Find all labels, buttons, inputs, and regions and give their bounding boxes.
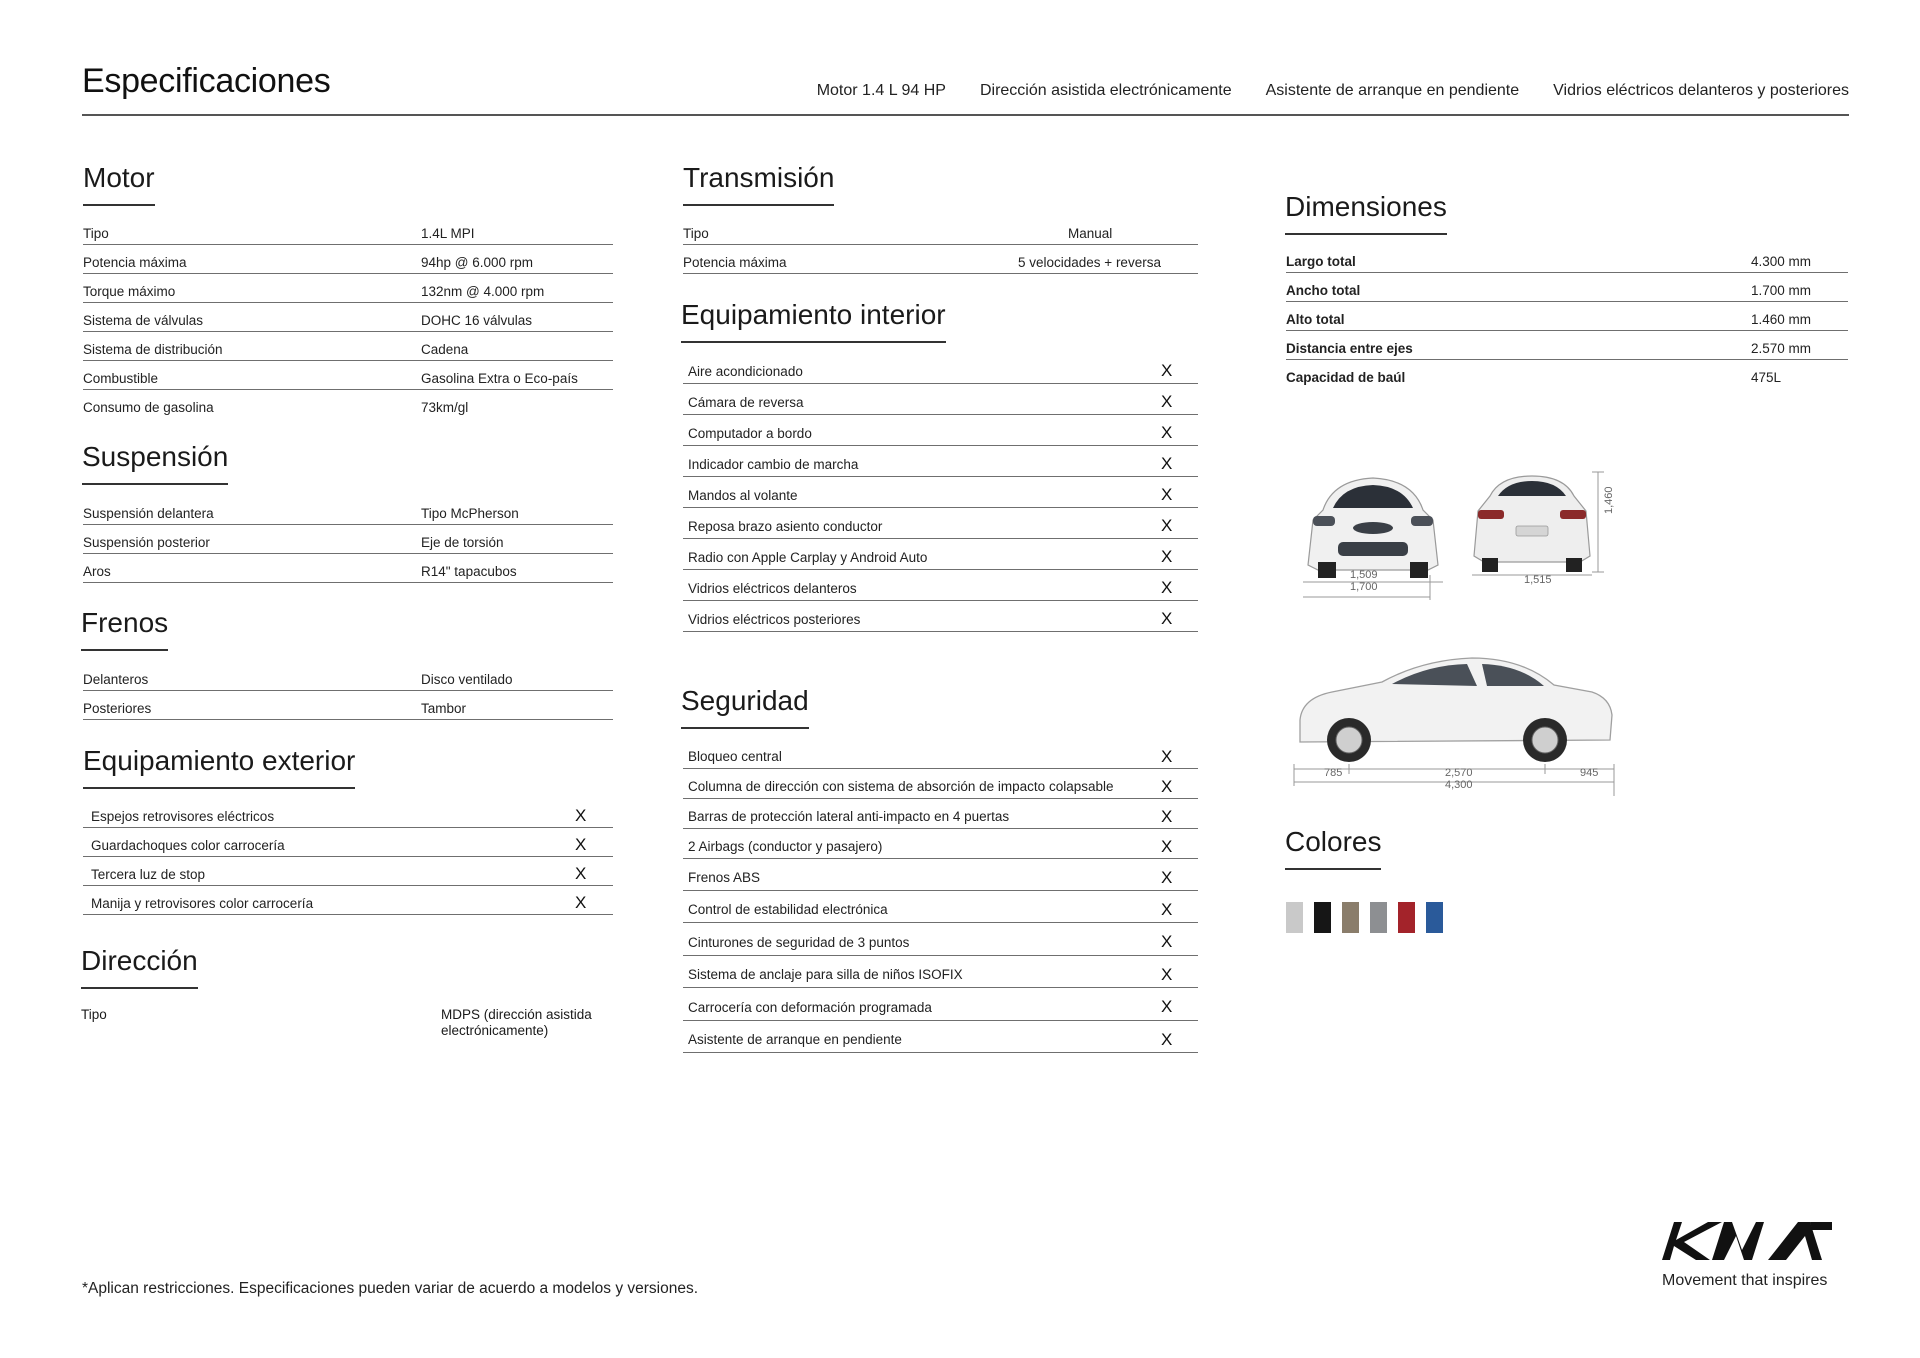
feature-label: Cinturones de seguridad de 3 puntos	[688, 934, 910, 950]
included-mark: X	[1161, 776, 1173, 796]
header-feature-list	[817, 82, 1849, 100]
table-row	[1286, 273, 1848, 302]
seguridad-title: Seguridad	[681, 685, 809, 729]
header-divider	[82, 114, 1849, 116]
brand-tagline: Movement that inspires	[1662, 1272, 1828, 1289]
spec-label: Posteriores	[83, 700, 152, 716]
table-row	[683, 1021, 1198, 1053]
included-mark: X	[1161, 932, 1173, 951]
table-row	[683, 988, 1198, 1021]
length-labels	[1445, 767, 1473, 791]
transmision-table	[683, 216, 1198, 274]
table-row	[1286, 302, 1848, 331]
included-mark: X	[1161, 1029, 1173, 1049]
included-mark: X	[1161, 485, 1173, 504]
table-row	[683, 739, 1198, 769]
included-mark: X	[1161, 899, 1173, 919]
spec-label: Tipo	[683, 225, 709, 241]
included-mark: X	[575, 864, 587, 883]
table-row	[683, 353, 1198, 384]
table-row	[83, 691, 613, 720]
table-row	[683, 539, 1198, 570]
spec-label: Suspensión posterior	[83, 534, 210, 550]
included-mark: X	[1161, 964, 1173, 984]
spec-value: Tambor	[421, 700, 467, 716]
front-track-label: 1,509	[1350, 569, 1378, 581]
table-row	[83, 857, 613, 886]
kia-logo	[1660, 1218, 1835, 1264]
table-row	[83, 554, 613, 583]
included-mark: X	[1161, 361, 1173, 380]
table-row	[83, 390, 613, 419]
spec-label: Combustible	[83, 370, 159, 386]
spec-value: 5 velocidades + reversa	[1018, 254, 1161, 270]
dimensiones-table	[1286, 244, 1848, 389]
table-row	[683, 799, 1198, 829]
table-row	[83, 303, 613, 332]
color-swatch[interactable]	[1398, 902, 1415, 933]
interior-table	[683, 353, 1198, 632]
header-feature: Dirección asistida electrónicamente	[979, 82, 1232, 99]
spec-value: 1.700 mm	[1751, 282, 1812, 298]
wheelbase-label: 2,570	[1445, 767, 1473, 779]
feature-label: Vidrios eléctricos delanteros	[688, 580, 857, 596]
spec-value	[441, 1007, 592, 1039]
included-mark: X	[1161, 609, 1173, 628]
spec-label: Sistema de válvulas	[83, 312, 204, 328]
spec-value-line: MDPS (dirección asistida	[441, 1007, 592, 1022]
table-row	[83, 662, 613, 691]
spec-label: Alto total	[1286, 311, 1345, 327]
feature-label: Manija y retrovisores color carrocería	[91, 895, 314, 911]
included-mark: X	[1161, 997, 1173, 1016]
table-row	[683, 216, 1198, 245]
spec-label: Suspensión delantera	[83, 505, 214, 521]
included-mark: X	[575, 806, 587, 825]
spec-value: Cadena	[421, 341, 469, 357]
table-row	[83, 828, 613, 857]
table-row	[683, 829, 1198, 859]
included-mark: X	[1161, 547, 1173, 566]
header-feature: Asistente de arranque en pendiente	[1265, 82, 1520, 99]
spec-label: Tipo	[81, 1007, 107, 1022]
table-row	[683, 570, 1198, 601]
table-row	[83, 886, 613, 915]
feature-label: Control de estabilidad electrónica	[688, 902, 888, 917]
included-mark: X	[1161, 392, 1173, 411]
seguridad-table	[683, 739, 1198, 1053]
direccion-title: Dirección	[81, 945, 198, 989]
color-swatch[interactable]	[1342, 902, 1359, 933]
interior-title: Equipamiento interior	[681, 299, 946, 343]
table-row	[1286, 331, 1848, 360]
table-row	[683, 446, 1198, 477]
exterior-title: Equipamiento exterior	[83, 745, 355, 789]
spec-value: Disco ventilado	[421, 671, 513, 687]
spec-value: 94hp @ 6.000 rpm	[421, 254, 534, 270]
feature-label: Reposa brazo asiento conductor	[688, 518, 883, 534]
color-swatch[interactable]	[1286, 902, 1303, 933]
frenos-title: Frenos	[81, 607, 168, 651]
spec-label: Torque máximo	[83, 283, 176, 299]
colores-title: Colores	[1285, 826, 1381, 870]
spec-value: 2.570 mm	[1751, 340, 1812, 356]
feature-label: Indicador cambio de marcha	[688, 456, 859, 472]
table-row	[1286, 360, 1848, 389]
included-mark: X	[1161, 806, 1173, 826]
spec-value: 1.460 mm	[1751, 311, 1812, 327]
included-mark: X	[575, 835, 587, 854]
feature-label: Aire acondicionado	[688, 363, 803, 379]
table-row	[683, 384, 1198, 415]
spec-label: Largo total	[1286, 253, 1356, 269]
color-swatch[interactable]	[1426, 902, 1443, 933]
table-row	[683, 601, 1198, 632]
table-row	[83, 496, 613, 525]
overall-length-label: 4,300	[1445, 779, 1473, 791]
feature-label: Carrocería con deformación programada	[688, 999, 932, 1015]
header-feature: Motor 1.4 L 94 HP	[816, 82, 946, 99]
dimensiones-title: Dimensiones	[1285, 191, 1447, 235]
feature-label: Radio con Apple Carplay y Android Auto	[688, 549, 928, 565]
spec-value: 73km/gl	[421, 400, 469, 415]
color-swatch-list	[1286, 902, 1454, 933]
height-label: 1,460	[1603, 486, 1615, 514]
spec-label: Consumo de gasolina	[83, 400, 214, 415]
feature-label: Barras de protección lateral anti-impacto en 4 puertas	[688, 809, 1010, 824]
spec-label: Potencia máxima	[683, 254, 787, 270]
spec-value: Eje de torsión	[421, 534, 504, 550]
spec-value: Gasolina Extra o Eco-país	[421, 370, 578, 386]
front-overhang-label: 785	[1324, 767, 1343, 779]
feature-label: Columna de dirección con sistema de absorción de impacto colapsable	[688, 779, 1114, 794]
feature-label: Bloqueo central	[688, 749, 782, 764]
spec-label: Delanteros	[83, 671, 149, 687]
front-width-label: 1,700	[1350, 581, 1378, 593]
exterior-table	[83, 799, 613, 915]
color-swatch[interactable]	[1314, 902, 1331, 933]
suspension-table	[83, 496, 613, 583]
spec-value: R14" tapacubos	[421, 563, 517, 579]
footnote: *Aplican restricciones. Especificaciones pueden variar de acuerdo a modelos y versiones.	[82, 1280, 699, 1297]
feature-label: Sistema de anclaje para silla de niños ISOFIX	[688, 967, 963, 982]
table-row	[683, 415, 1198, 446]
included-mark: X	[1161, 836, 1173, 856]
rear-overhang-label: 945	[1580, 767, 1599, 779]
spec-value: DOHC 16 válvulas	[421, 312, 533, 328]
table-row	[683, 891, 1198, 923]
feature-label: Asistente de arranque en pendiente	[688, 1032, 902, 1047]
included-mark: X	[1161, 516, 1173, 535]
spec-label: Aros	[83, 563, 111, 579]
included-mark: X	[1161, 454, 1173, 473]
included-mark: X	[1161, 867, 1173, 887]
spec-label: Ancho total	[1286, 282, 1361, 298]
motor-title: Motor	[83, 162, 155, 206]
transmision-title: Transmisión	[683, 162, 834, 206]
included-mark: X	[1161, 578, 1173, 597]
feature-label: Computador a bordo	[688, 425, 812, 441]
color-swatch[interactable]	[1370, 902, 1387, 933]
feature-label: Vidrios eléctricos posteriores	[688, 611, 861, 627]
feature-label: Tercera luz de stop	[91, 866, 206, 882]
feature-label: 2 Airbags (conductor y pasajero)	[688, 839, 883, 854]
table-row	[683, 245, 1198, 274]
feature-label: Guardachoques color carrocería	[91, 837, 285, 853]
table-row	[683, 859, 1198, 891]
feature-label: Cámara de reversa	[688, 394, 804, 410]
rear-track-label: 1,515	[1524, 574, 1552, 586]
spec-label: Distancia entre ejes	[1286, 340, 1413, 356]
spec-value-line: electrónicamente)	[441, 1023, 549, 1038]
table-row	[1286, 244, 1848, 273]
header-feature: Vidrios eléctricos delanteros y posteriores	[1553, 82, 1849, 99]
table-row	[83, 245, 613, 274]
frenos-table	[83, 662, 613, 720]
table-row	[683, 769, 1198, 799]
spec-value: Manual	[1068, 225, 1113, 241]
spec-label: Sistema de distribución	[83, 341, 223, 357]
feature-label: Frenos ABS	[688, 870, 761, 885]
spec-label: Tipo	[83, 225, 109, 241]
table-row	[683, 477, 1198, 508]
table-row	[83, 525, 613, 554]
feature-label: Espejos retrovisores eléctricos	[91, 808, 275, 824]
spec-label: Potencia máxima	[83, 254, 187, 270]
table-row	[683, 956, 1198, 988]
spec-value: 1.4L MPI	[421, 225, 475, 241]
table-row	[83, 799, 613, 828]
included-mark: X	[575, 893, 587, 912]
suspension-title: Suspensión	[82, 441, 228, 485]
table-row	[83, 274, 613, 303]
table-row	[83, 332, 613, 361]
spec-value: 132nm @ 4.000 rpm	[421, 283, 545, 299]
front-dimension-labels	[1350, 569, 1378, 593]
spec-value: Tipo McPherson	[421, 505, 519, 521]
spec-value: 4.300 mm	[1751, 253, 1812, 269]
included-mark: X	[1161, 746, 1173, 766]
table-row	[683, 923, 1198, 956]
page-title: Especificaciones	[82, 62, 331, 100]
feature-label: Mandos al volante	[688, 487, 798, 503]
table-row	[83, 361, 613, 390]
table-row	[683, 508, 1198, 539]
included-mark: X	[1161, 423, 1173, 442]
motor-table	[83, 216, 613, 419]
spec-label: Capacidad de baúl	[1286, 370, 1406, 385]
spec-value: 475L	[1751, 370, 1782, 385]
table-row	[83, 216, 613, 245]
